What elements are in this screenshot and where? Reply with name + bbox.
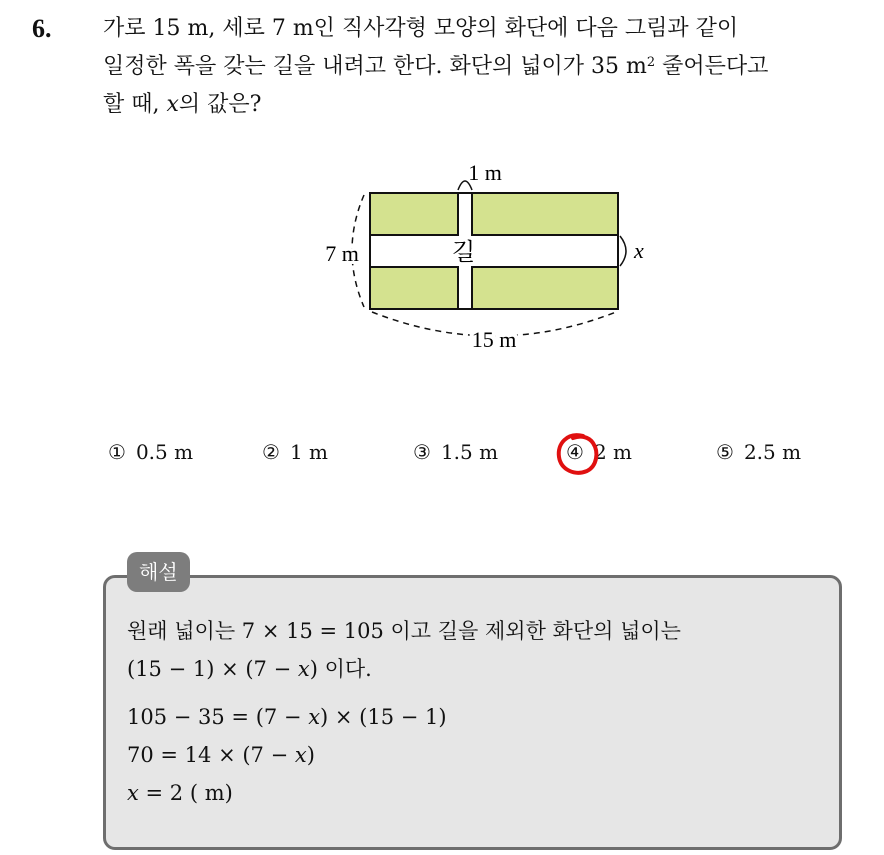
garden-figure [300, 150, 660, 360]
question-line-2 [103, 48, 873, 86]
solution-equation-3-var: x [127, 781, 139, 805]
question-text [103, 10, 873, 124]
question-number: 6. [32, 14, 52, 43]
answer-choices [0, 440, 884, 480]
choice-3-text: 1.5 m [440, 440, 499, 464]
choice-1-text: 0.5 m [135, 440, 194, 464]
solution-equation-3 [127, 774, 827, 812]
question-line-1: 가로 15 m, 세로 7 m인 직사각형 모양의 화단에 다음 그림과 같이 [103, 16, 739, 41]
choice-4-text: 2 m [593, 440, 632, 464]
top-width-label: 1 m [468, 160, 502, 185]
question-line-3-text: 할 때, [103, 92, 167, 117]
garden-bottom-left [370, 267, 458, 309]
choice-2-mark: ② [262, 440, 280, 464]
solution-equation-2-a: 70 = 14 × (7 − [127, 743, 295, 767]
path-width-label: x [634, 238, 644, 263]
solution-line-1: 원래 넓이는 7 × 15 = 105 이고 길을 제외한 화단의 넓이는 [127, 619, 681, 643]
question-line-3 [103, 86, 873, 124]
solution-equation-1-a: 105 − 35 = (7 − [127, 705, 309, 729]
width-label: 15 m [471, 327, 517, 352]
choice-5-mark: ⑤ [716, 440, 734, 464]
choice-3-mark: ③ [413, 440, 431, 464]
question-line-2-text: 일정한 폭을 갖는 길을 내려고 한다. 화단의 넓이가 35 m [103, 54, 647, 79]
choice-2[interactable] [262, 440, 328, 464]
path-label: 길 [452, 238, 476, 266]
solution-equation-2 [127, 736, 827, 774]
garden-top-right [472, 193, 618, 235]
path-width-bracket [620, 236, 626, 266]
choice-4-mark: ④ [566, 440, 584, 464]
variable-x: x [166, 92, 179, 117]
choice-5[interactable] [716, 440, 801, 464]
garden-bottom-right [472, 267, 618, 309]
solution-equation-3-b: = 2 ( m) [138, 781, 233, 805]
selected-answer-circle-icon [553, 430, 601, 478]
solution-equation-1-b: ) × (15 − 1) [320, 705, 447, 729]
choice-1[interactable] [108, 440, 193, 464]
solution-tag: 해설 [127, 552, 190, 592]
solution-equation-2-var: x [294, 743, 307, 767]
solution-line-2-b: ) 이다. [309, 657, 372, 681]
solution-line-2-var: x [297, 657, 310, 681]
choice-5-text: 2.5 m [743, 440, 802, 464]
choice-3[interactable] [413, 440, 498, 464]
solution-equation-1 [127, 698, 827, 736]
choice-2-text: 1 m [289, 440, 328, 464]
solution-line-2-a: (15 − 1) × (7 − [127, 657, 298, 681]
solution-equation-2-b: ) [306, 743, 315, 767]
solution-equation-1-var: x [308, 705, 321, 729]
question-line-3-tail: 의 값은? [178, 92, 262, 117]
height-label: 7 m [325, 241, 359, 266]
question-line-2-tail: 줄어든다고 [655, 54, 769, 79]
solution-text [127, 612, 827, 812]
choice-1-mark: ① [108, 440, 126, 464]
unit-superscript: 2 [646, 55, 656, 70]
solution-line-2 [127, 650, 827, 688]
garden-top-left [370, 193, 458, 235]
